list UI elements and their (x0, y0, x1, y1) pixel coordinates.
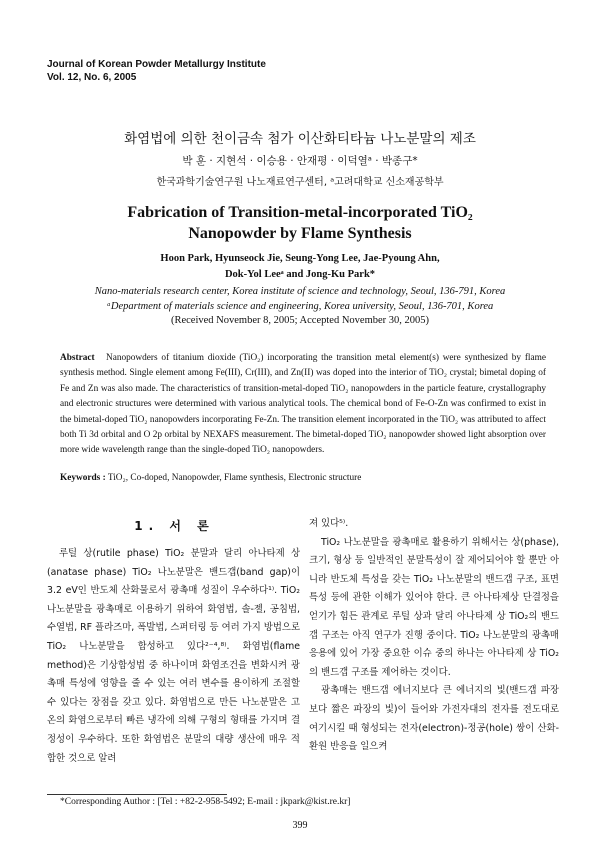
body-paragraph: TiO₂ 나노분말을 광촉매로 활용하기 위해서는 상(phase), 크기, 형상 등 일반적인 분말특성이 잘 제어되어야 할 뿐만 아니라 반도체 특성을 갖는 TiO₂ 나노분말의 밴드갭 구조, 표면특성 등에 관한 이해가 있어야 한다. 큰 아나타제상 단결정을 얻기가 힘든 관계로 루틸 상과 달리 아나타제 상 TiO₂의 밴드갭 구조는 아직 연구가 진행 중이다. TiO₂ 나노분말의 광촉매 응용에 있어 가장 중요한 이슈 중의 하나는 아나타제 상 TiO₂의 밴드갭 구조를 제어하는 것이다. (309, 536, 559, 678)
keywords (60, 473, 546, 483)
english-title (0, 202, 600, 244)
keywords-label: Keywords : (60, 473, 106, 483)
english-affil-line2: ᵃDepartment of materials science and engineering, Korea university, Seoul, 136-701, Korea (106, 301, 494, 312)
abstract-label: Abstract (60, 353, 95, 363)
received-dates: (Received November 8, 2005; Accepted November 30, 2005) (170, 315, 430, 326)
corresponding-author-footnote: *Corresponding Author : [Tel : +82-2-958-5492; E-mail : jkpark@kist.re.kr] (60, 797, 351, 807)
english-authors-line2: Dok-Yol Leeᵃ and Jong-Ku Park* (224, 269, 376, 280)
english-title-line1: Fabrication of Transition-metal-incorporated TiO₂ (127, 204, 473, 221)
english-affil-line1: Nano-materials research center, Korea institute of science and technology, Seoul, 136-791, Korea (94, 286, 506, 297)
english-authors-line1: Hoon Park, Hyunseock Jie, Seung-Yong Lee, Jae-Pyoung Ahn, (160, 253, 440, 264)
body-paragraph: 광촉매는 밴드갭 에너지보다 큰 에너지의 빛(밴드갭 파장보다 짧은 파장의 빛)이 들어와 가전자대의 전자를 전도대로 여기시킬 때 형성되는 전자(electron)-정공(hole) 쌍이 산화-환원 반응을 일으켜 (309, 685, 559, 753)
korean-authors: 박 훈 · 지현석 · 이승용 · 안재평 · 이덕열ᵃ · 박종구* (182, 155, 418, 167)
journal-header (47, 58, 266, 84)
section-title: 1. 서 론 (134, 519, 215, 533)
korean-title: 화염법에 의한 천이금속 첨가 이산화티타늄 나노분말의 제조 (124, 131, 476, 147)
body-column-right (309, 515, 559, 757)
abstract (60, 351, 546, 459)
abstract-text: Nanopowders of titanium dioxide (TiO₂) incorporating the transition metal element(s) were synthesized by flame synthesis method. Single element among Fe(III), Cr(III), and Zn(II) was doped into the interior of TiO₂ crystal; bimetal doping of Fe and Zn was also made. The characteristics of transition-metal-doped TiO₂ nanopowders in the particle feature, crystallography and electronic structures were determined with various analytical tools. The chemical bond of Fe-O-Zn was confirmed to exist in the bimetal-doped TiO₂ nanopowders incorporating Fe-Zn. The transition element incorporated in the TiO₂ was attributed to affect both Ti 3d orbital and O 2p orbital by NEXAFS measurement. The bimetal-doped TiO₂ nanopowder showed light absorption over more wide wavelength range than the single-doped TiO₂ nanopowders. (60, 353, 546, 456)
body-continuation: 져 있다⁵⁾. (309, 518, 349, 529)
journal-name: Journal of Korean Powder Metallurgy Institute (47, 59, 266, 70)
english-affiliation (0, 284, 600, 314)
footnote-divider (47, 794, 227, 795)
body-column-left (47, 545, 300, 768)
english-title-line2: Nanopowder by Flame Synthesis (188, 225, 412, 242)
english-authors (0, 251, 600, 283)
journal-volume: Vol. 12, No. 6, 2005 (47, 72, 137, 83)
keywords-text: TiO₂, Co-doped, Nanopowder, Flame synthesis, Electronic structure (107, 473, 362, 483)
korean-affiliation: 한국과학기술연구원 나노재료연구센터, ᵃ고려대학교 신소재공학부 (156, 177, 444, 188)
body-paragraph: 루틸 상(rutile phase) TiO₂ 분말과 달리 아나타제 상(anatase phase) TiO₂ 나노분말은 밴드갭(band gap)이 3.2 eV인 반도체 산화물로서 광촉매 성질이 우수하다¹⁾. TiO₂ 나노분말을 광촉매로 이용하기 위하여 화염법, 솔-젤, 공침법, 수열법, RF 플라즈마, 폭발법, 스퍼터링 등 여러 가지 방법으로 TiO₂ 나노분말을 합성하고 있다²⁻⁴,⁸⁾. 화염법(flame method)은 기상합성법 중 하나이며 화염조건을 변화시켜 광촉매 특성에 영향을 줄 수 있는 여러 변수를 용이하게 조절할 수 있다는 장점을 갖고 있다. 화염법으로 만든 나노분말은 고온의 화염으로부터 빠른 냉각에 의해 구형의 형태를 가지며 결정성이 우수하다. 또한 화염법은 분말의 대량 생산에 매우 적합한 것으로 알려 (47, 548, 300, 764)
page-number: 399 (292, 820, 308, 831)
